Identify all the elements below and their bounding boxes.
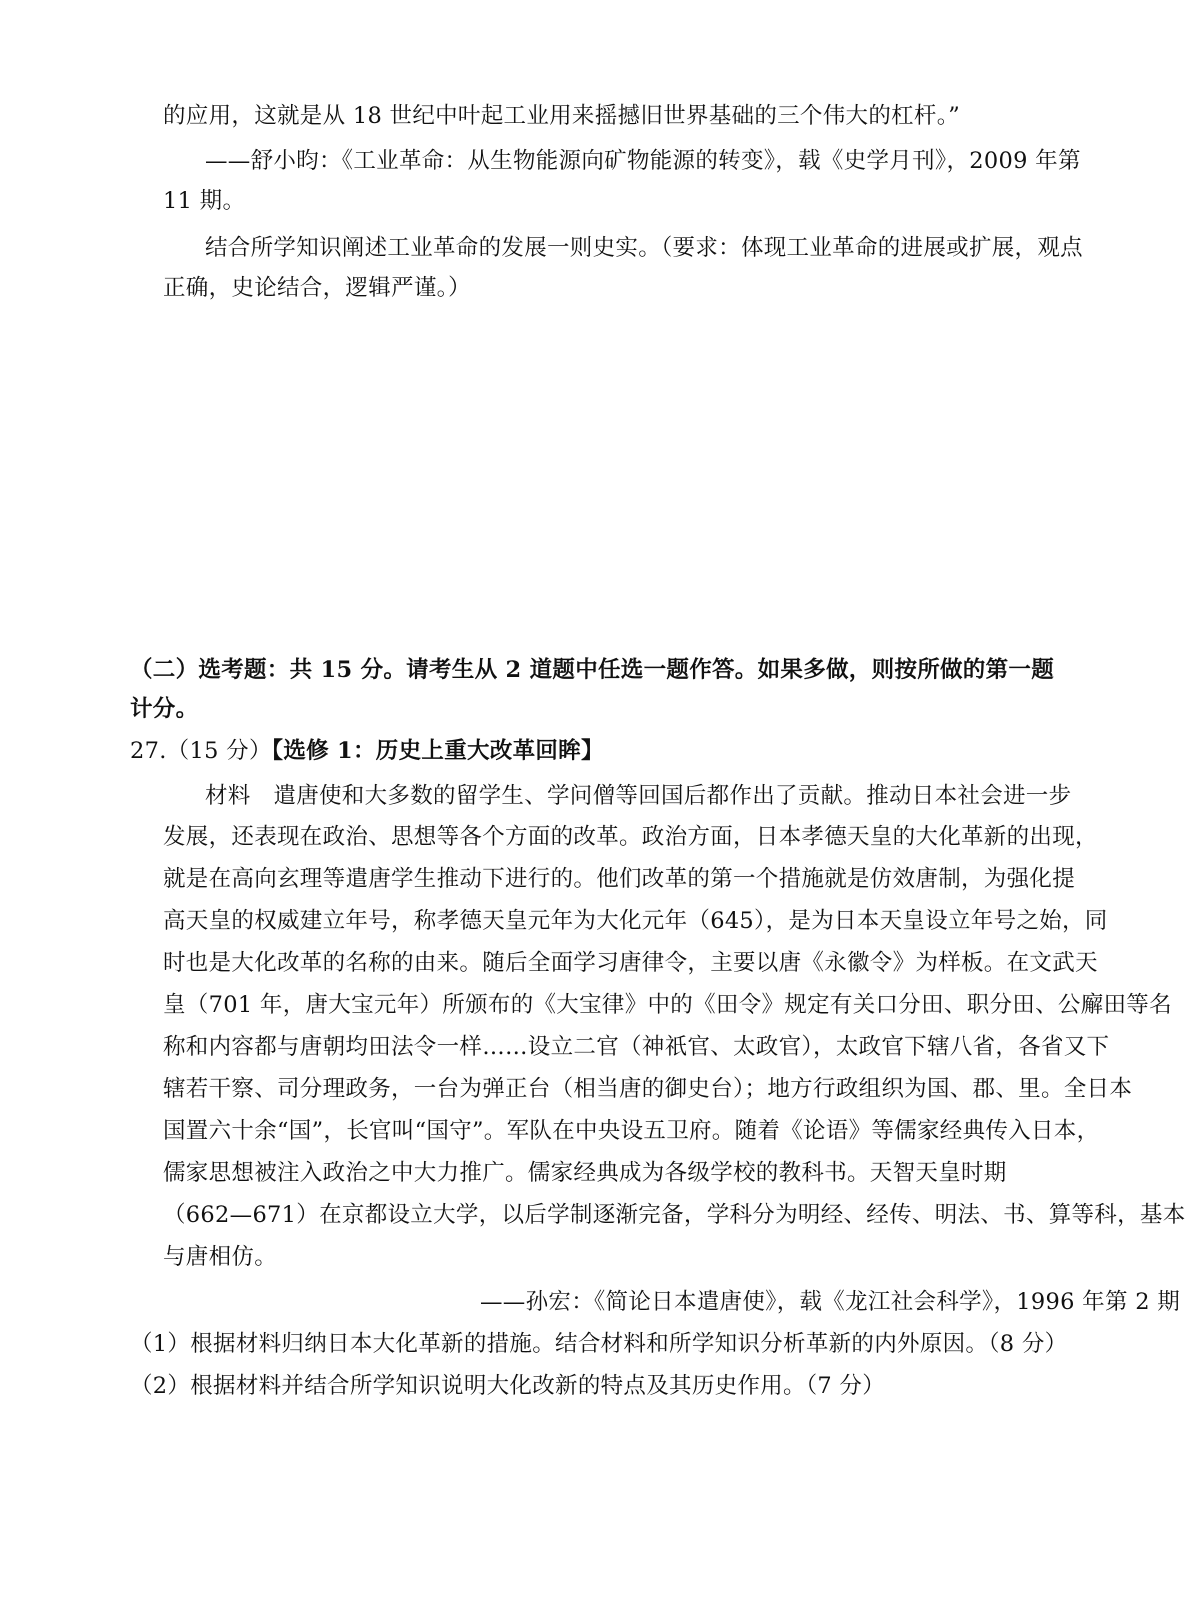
citation-line-1: ——舒小昀：《工业革命：从生物能源向矿物能源的转变》，载《史学月刊》，2009 年第 (205, 148, 1081, 174)
sub-question-2: （2）根据材料并结合所学知识说明大化改新的特点及其历史作用。（7 分） (130, 1373, 886, 1399)
question-27-heading (130, 736, 604, 766)
material-line: 高天皇的权威建立年号，称孝德天皇元年为大化元年（645），是为日本天皇设立年号之始，同 (163, 908, 1108, 934)
material-line: （662—671）在京都设立大学，以后学制逐渐完备，学科分为明经、经传、明法、书、算等科，基本 (163, 1202, 1186, 1228)
sub-question-1: （1）根据材料归纳日本大化革新的措施。结合材料和所学知识分析革新的内外原因。（8 分） (130, 1331, 1068, 1357)
material-line: 国置六十余“国”，长官叫“国守”。军队在中央设五卫府。随着《论语》等儒家经典传入日本， (163, 1118, 1100, 1144)
material-line: 儒家思想被注入政治之中大力推广。儒家经典成为各级学校的教科书。天智天皇时期 (163, 1160, 1007, 1186)
task-line-2: 正确，史论结合，逻辑严谨。） (163, 275, 471, 301)
material-line: 时也是大化改革的名称的由来。随后全面学习唐律令，主要以唐《永徽令》为样板。在文武天 (163, 950, 1098, 976)
material-line: 皇（701 年，唐大宝元年）所颁布的《大宝律》中的《田令》规定有关口分田、职分田、公廨田等名 (163, 992, 1172, 1018)
material-citation: ——孙宏：《简论日本遣唐使》，载《龙江社会科学》，1996 年第 2 期 (480, 1289, 1181, 1315)
citation-line-2: 11 期。 (163, 188, 246, 214)
material-line: 就是在高向玄理等遣唐学生推动下进行的。他们改革的第一个措施就是仿效唐制，为强化提 (163, 866, 1076, 892)
module-title: 【选修 1：历史上重大改革回眸】 (271, 738, 604, 764)
material-line: 发展，还表现在政治、思想等各个方面的改革。政治方面，日本孝德天皇的大化革新的出现， (163, 824, 1098, 850)
task-line-1: 结合所学知识阐述工业革命的发展一则史实。（要求：体现工业革命的进展或扩展，观点 (205, 235, 1083, 261)
quote-tail: 的应用，这就是从 18 世纪中叶起工业用来摇撼旧世界基础的三个伟大的杠杆。” (163, 103, 961, 129)
section-2-header-line-1: （二）选考题：共 15 分。请考生从 2 道题中任选一题作答。如果多做，则按所做的第一题 (130, 657, 1055, 683)
material-line: 辖若干察、司分理政务，一台为弹正台（相当唐的御史台）；地方行政组织为国、郡、里。全日本 (163, 1076, 1133, 1102)
material-line: 材料 遣唐使和大多数的留学生、学问僧等回国后都作出了贡献。推动日本社会进一步 (205, 783, 1072, 809)
question-number: 27.（15 分） (130, 738, 272, 764)
section-2-header-line-2: 计分。 (130, 696, 199, 722)
material-line: 称和内容都与唐朝均田法令一样……设立二官（神祇官、太政官），太政官下辖八省，各省又下 (163, 1034, 1110, 1060)
material-line: 与唐相仿。 (163, 1244, 278, 1270)
